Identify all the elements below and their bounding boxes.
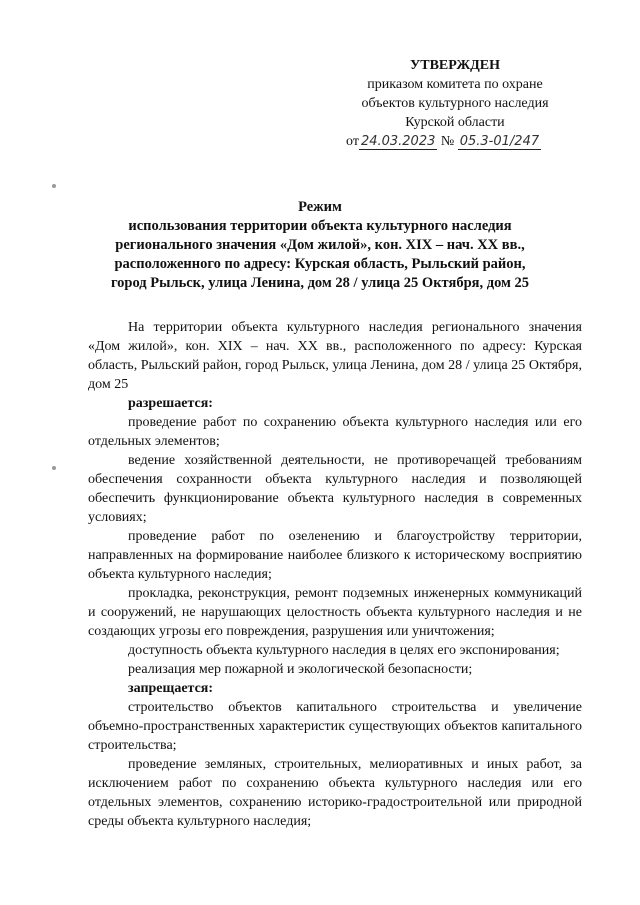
allowed-item: реализация мер пожарной и экологической безопасности; bbox=[128, 662, 473, 677]
forbidden-item: строительство объектов капитального строительства и увеличение объемно-пространственных характеристик существующих объектов капитального строительства; bbox=[88, 700, 582, 753]
approval-stamp bbox=[340, 56, 570, 151]
intro-paragraph: На территории объекта культурного наследия регионального значения «Дом жилой», кон. XIX – нач. XX вв., расположенного по адресу: Курская область, Рыльский район, город Рыльск, улица Ленина, дом 28 / улица 25 Октября, дом 25 bbox=[88, 320, 582, 392]
title-line: использования территории объекта культурного наследия bbox=[128, 218, 512, 234]
allowed-item: прокладка, реконструкция, ремонт подземных инженерных коммуникаций и сооружений, не нарушающих целостность объекта культурного наследия и не создающих угрозы его повреждения, разрушения или уничтожения; bbox=[88, 586, 582, 639]
scan-mark bbox=[52, 184, 56, 188]
allowed-item: проведение работ по сохранению объекта культурного наследия или его отдельных элементов; bbox=[88, 415, 582, 449]
title-line: Режим bbox=[298, 199, 342, 215]
date-value: 24.03.2023 bbox=[360, 134, 436, 149]
number-prefix: № bbox=[440, 134, 455, 149]
approval-line: Курской области bbox=[405, 115, 505, 130]
scan-mark bbox=[52, 466, 56, 470]
number-field bbox=[458, 134, 541, 150]
allowed-item: ведение хозяйственной деятельности, не противоречащей требованиям обеспечения сохранности объекта культурного наследия и позволяющей обеспечить функционирование объекта культурного наследия в современных условиях; bbox=[88, 453, 582, 525]
title-line: город Рыльск, улица Ленина, дом 28 / улица 25 Октября, дом 25 bbox=[110, 275, 530, 291]
allowed-item: доступность объекта культурного наследия в целях его экспонирования; bbox=[128, 643, 560, 658]
forbidden-item: проведение земляных, строительных, мелиоративных и иных работ, за исключением работ по сохранению объекта культурного наследия или его отдельных элементов, сохранению историко-градостроительной или природной среды объекта культурного наследия; bbox=[88, 757, 582, 829]
allowed-item: проведение работ по озеленению и благоустройству территории, направленных на формирование наиболее близкого к историческому восприятию объекта культурного наследия; bbox=[88, 529, 582, 582]
approval-heading: УТВЕРЖДЕН bbox=[409, 58, 501, 73]
title-line: расположенного по адресу: Курская область, Рыльский район, bbox=[114, 256, 526, 272]
document-title bbox=[80, 198, 560, 293]
date-prefix: от bbox=[346, 134, 359, 149]
approval-date-line bbox=[340, 132, 570, 151]
date-field bbox=[359, 134, 437, 150]
number-value: 05.3-01/247 bbox=[459, 134, 540, 149]
document-body bbox=[88, 318, 582, 831]
approval-line: приказом комитета по охране bbox=[367, 77, 543, 92]
forbidden-heading: запрещается: bbox=[128, 681, 214, 696]
approval-line: объектов культурного наследия bbox=[361, 96, 549, 111]
title-line: регионального значения «Дом жилой», кон. XIX – нач. XX вв., bbox=[115, 237, 525, 253]
allowed-heading: разрешается: bbox=[128, 396, 213, 411]
